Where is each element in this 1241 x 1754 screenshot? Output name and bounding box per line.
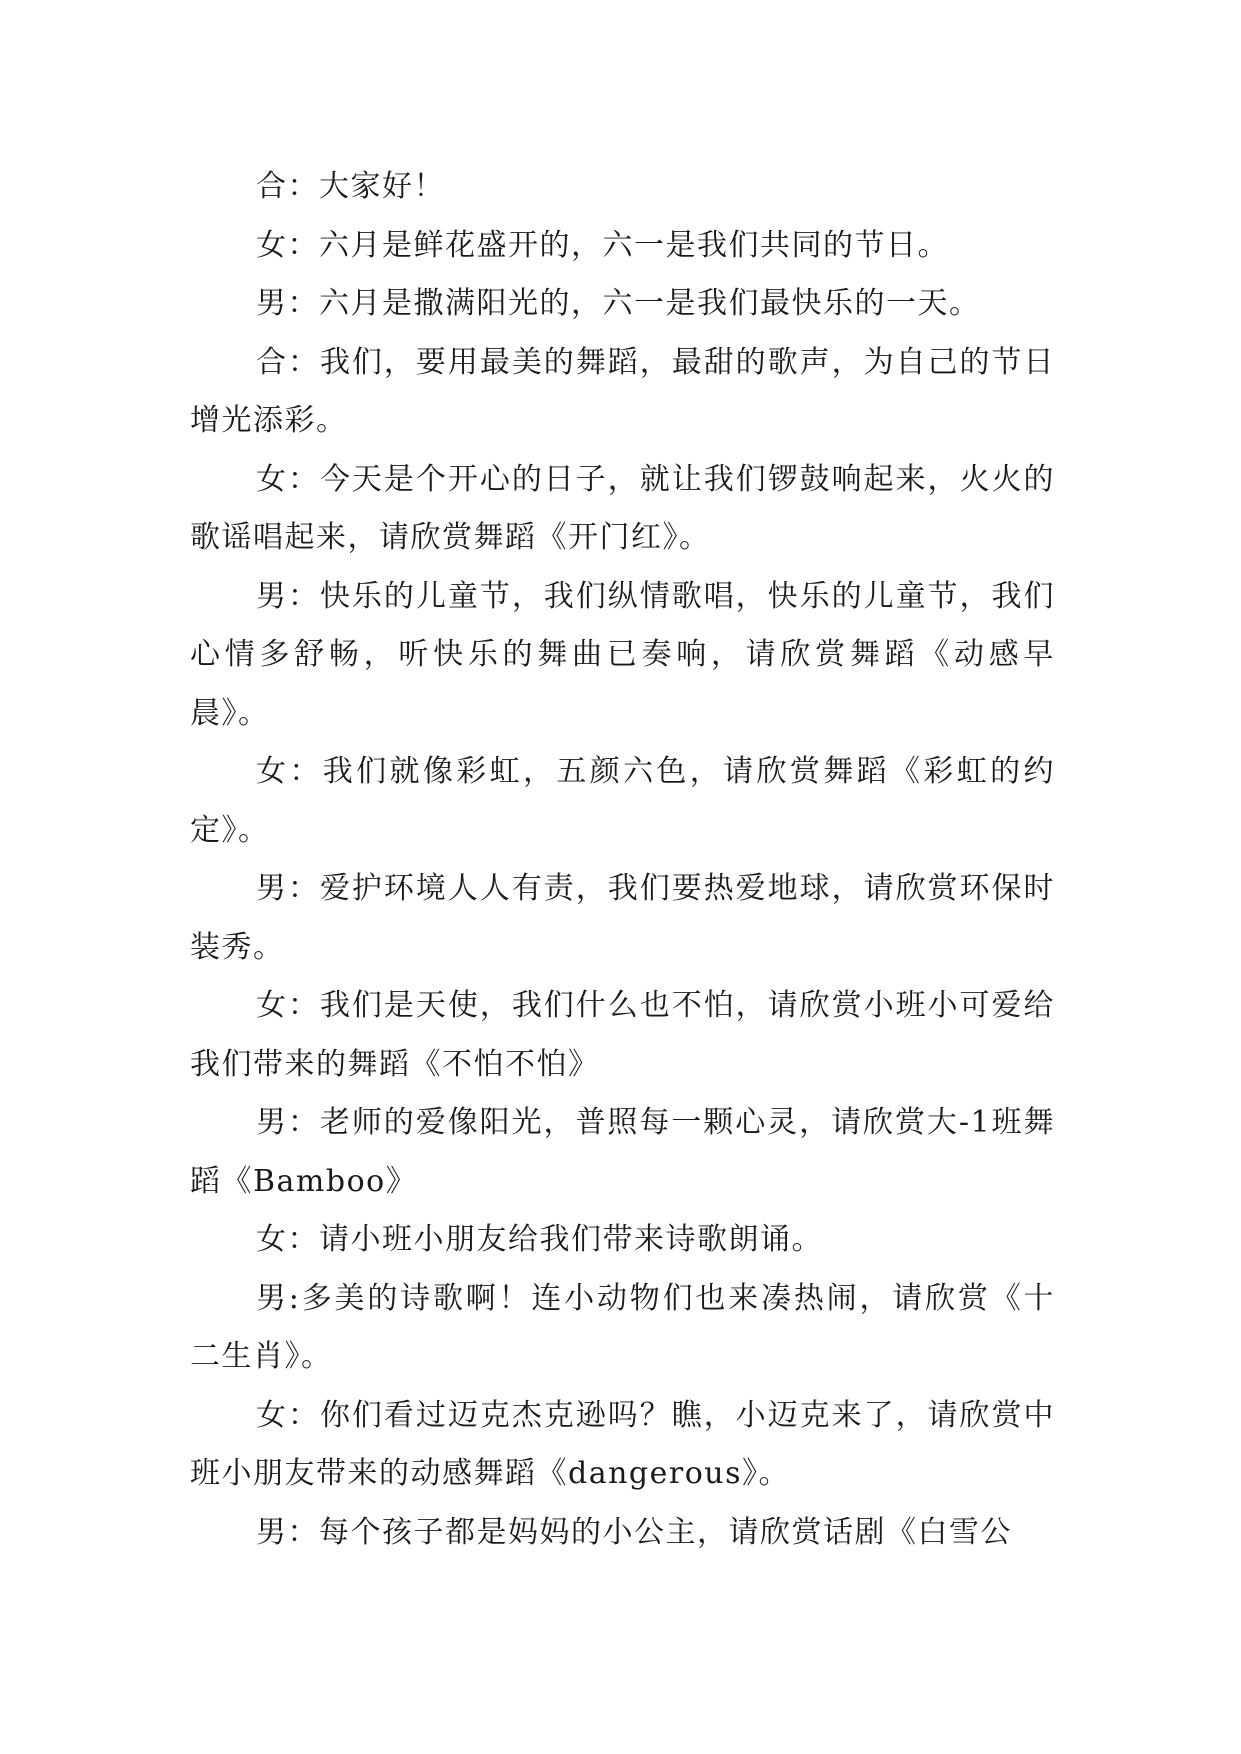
paragraph: 男：快乐的儿童节，我们纵情歌唱，快乐的儿童节，我们心情多舒畅，听快乐的舞曲已奏响，请欣赏舞蹈《动感早晨》。 — [190, 578, 1055, 731]
paragraph: 女：我们就像彩虹，五颜六色，请欣赏舞蹈《彩虹的约定》。 — [190, 754, 1055, 848]
paragraph: 男:多美的诗歌啊！连小动物们也来凑热闹，请欣赏《十二生肖》。 — [190, 1280, 1055, 1374]
document-body — [190, 158, 1055, 1562]
paragraph: 合：大家好！ — [256, 169, 445, 204]
paragraph: 女：今天是个开心的日子，就让我们锣鼓响起来，火火的歌谣唱起来，请欣赏舞蹈《开门红》。 — [190, 461, 1055, 555]
paragraph: 男：爱护环境人人有责，我们要热爱地球，请欣赏环保时装秀。 — [190, 871, 1055, 965]
paragraph: 男：每个孩子都是妈妈的小公主，请欣赏话剧《白雪公 — [256, 1514, 1012, 1550]
paragraph: 男：老师的爱像阳光，普照每一颗心灵，请欣赏大-1班舞蹈《Bamboo》 — [190, 1105, 1055, 1199]
paragraph: 合：我们，要用最美的舞蹈，最甜的歌声，为自己的节日增光添彩。 — [190, 344, 1055, 438]
paragraph: 女：我们是天使，我们什么也不怕，请欣赏小班小可爱给我们带来的舞蹈《不怕不怕》 — [190, 988, 1055, 1082]
paragraph: 女：你们看过迈克杰克逊吗？瞧，小迈克来了，请欣赏中班小朋友带来的动感舞蹈《dangerous》。 — [190, 1397, 1055, 1491]
paragraph: 女：请小班小朋友给我们带来诗歌朗诵。 — [256, 1222, 823, 1257]
paragraph: 女：六月是鲜花盛开的，六一是我们共同的节日。 — [256, 227, 949, 263]
paragraph: 男：六月是撒满阳光的，六一是我们最快乐的一天。 — [256, 286, 981, 321]
